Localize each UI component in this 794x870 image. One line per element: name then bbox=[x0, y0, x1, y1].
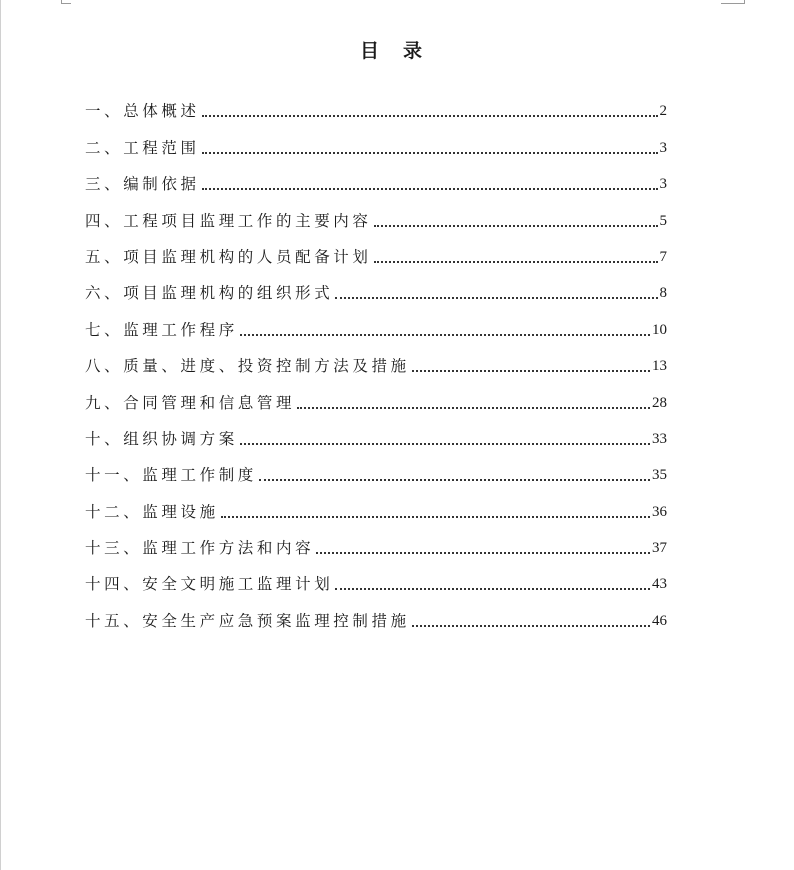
toc-entry[interactable] bbox=[85, 268, 667, 304]
toc-title: 目录 bbox=[359, 40, 446, 62]
toc-entry-label: 十四、安全文明施工监理计划 bbox=[85, 575, 334, 594]
toc-entry[interactable] bbox=[85, 159, 667, 195]
toc-entry-label: 九、合同管理和信息管理 bbox=[85, 393, 296, 412]
toc-entry-page-number: 3 bbox=[659, 139, 667, 156]
toc-entry-label: 十、组织协调方案 bbox=[85, 429, 238, 448]
toc-entry[interactable] bbox=[85, 523, 667, 559]
toc-entry-page-number: 33 bbox=[652, 430, 667, 447]
toc-entry[interactable] bbox=[85, 377, 667, 413]
crop-mark-top-left bbox=[61, 3, 71, 4]
toc-dot-leader bbox=[221, 516, 650, 518]
toc-entry[interactable] bbox=[85, 232, 667, 268]
toc-entry-label: 十五、安全生产应急预案监理控制措施 bbox=[85, 611, 410, 630]
toc-entry-page-number: 7 bbox=[659, 248, 667, 265]
crop-mark-top-right bbox=[721, 3, 745, 4]
toc-entry-label: 三、编制依据 bbox=[85, 175, 200, 194]
toc-entry-page-number: 3 bbox=[659, 176, 667, 193]
toc-entry-page-number: 8 bbox=[659, 285, 667, 302]
toc-entry-label: 二、工程范围 bbox=[85, 138, 200, 157]
toc-entry-page-number: 36 bbox=[652, 503, 667, 520]
toc-dot-leader bbox=[202, 152, 658, 154]
toc-entry-label: 十一、监理工作制度 bbox=[85, 466, 257, 485]
toc-dot-leader bbox=[240, 334, 650, 336]
toc-entry-page-number: 43 bbox=[652, 576, 667, 593]
toc-entry-label: 五、项目监理机构的人员配备计划 bbox=[85, 247, 372, 266]
toc-entry-label: 七、监理工作程序 bbox=[85, 320, 238, 339]
toc-dot-leader bbox=[316, 552, 650, 554]
toc-entry[interactable] bbox=[85, 595, 667, 631]
toc-dot-leader bbox=[297, 407, 650, 409]
toc-entry-label: 八、质量、进度、投资控制方法及措施 bbox=[85, 357, 410, 376]
toc-entry[interactable] bbox=[85, 414, 667, 450]
toc-entry-label: 十二、监理设施 bbox=[85, 502, 219, 521]
toc-dot-leader bbox=[259, 479, 650, 481]
toc-entry[interactable] bbox=[85, 304, 667, 340]
toc-entry[interactable] bbox=[85, 86, 667, 122]
toc-entry-page-number: 35 bbox=[652, 467, 667, 484]
toc-dot-leader bbox=[374, 225, 658, 227]
toc-entry[interactable] bbox=[85, 450, 667, 486]
toc-dot-leader bbox=[202, 115, 658, 117]
toc-entry-page-number: 28 bbox=[652, 394, 667, 411]
toc-dot-leader bbox=[412, 370, 650, 372]
toc-entry[interactable] bbox=[85, 341, 667, 377]
toc-dot-leader bbox=[374, 261, 658, 263]
toc-entry-page-number: 2 bbox=[659, 103, 667, 120]
toc-entry[interactable] bbox=[85, 122, 667, 158]
toc-entry-page-number: 46 bbox=[652, 612, 667, 629]
toc-entry[interactable] bbox=[85, 559, 667, 595]
table-of-contents bbox=[85, 86, 667, 632]
toc-entry-page-number: 13 bbox=[652, 358, 667, 375]
toc-dot-leader bbox=[240, 443, 650, 445]
page-edge bbox=[0, 0, 1, 870]
toc-dot-leader bbox=[202, 188, 658, 190]
toc-entry[interactable] bbox=[85, 195, 667, 231]
toc-entry-label: 四、工程项目监理工作的主要内容 bbox=[85, 211, 372, 230]
toc-dot-leader bbox=[412, 625, 650, 627]
toc-entry-page-number: 10 bbox=[652, 321, 667, 338]
toc-dot-leader bbox=[335, 588, 650, 590]
toc-dot-leader bbox=[335, 297, 657, 299]
toc-entry-label: 一、总体概述 bbox=[85, 102, 200, 121]
toc-entry-label: 十三、监理工作方法和内容 bbox=[85, 539, 315, 558]
toc-entry-label: 六、项目监理机构的组织形式 bbox=[85, 284, 334, 303]
toc-entry[interactable] bbox=[85, 486, 667, 522]
toc-entry-page-number: 37 bbox=[652, 540, 667, 557]
toc-entry-page-number: 5 bbox=[659, 212, 667, 229]
